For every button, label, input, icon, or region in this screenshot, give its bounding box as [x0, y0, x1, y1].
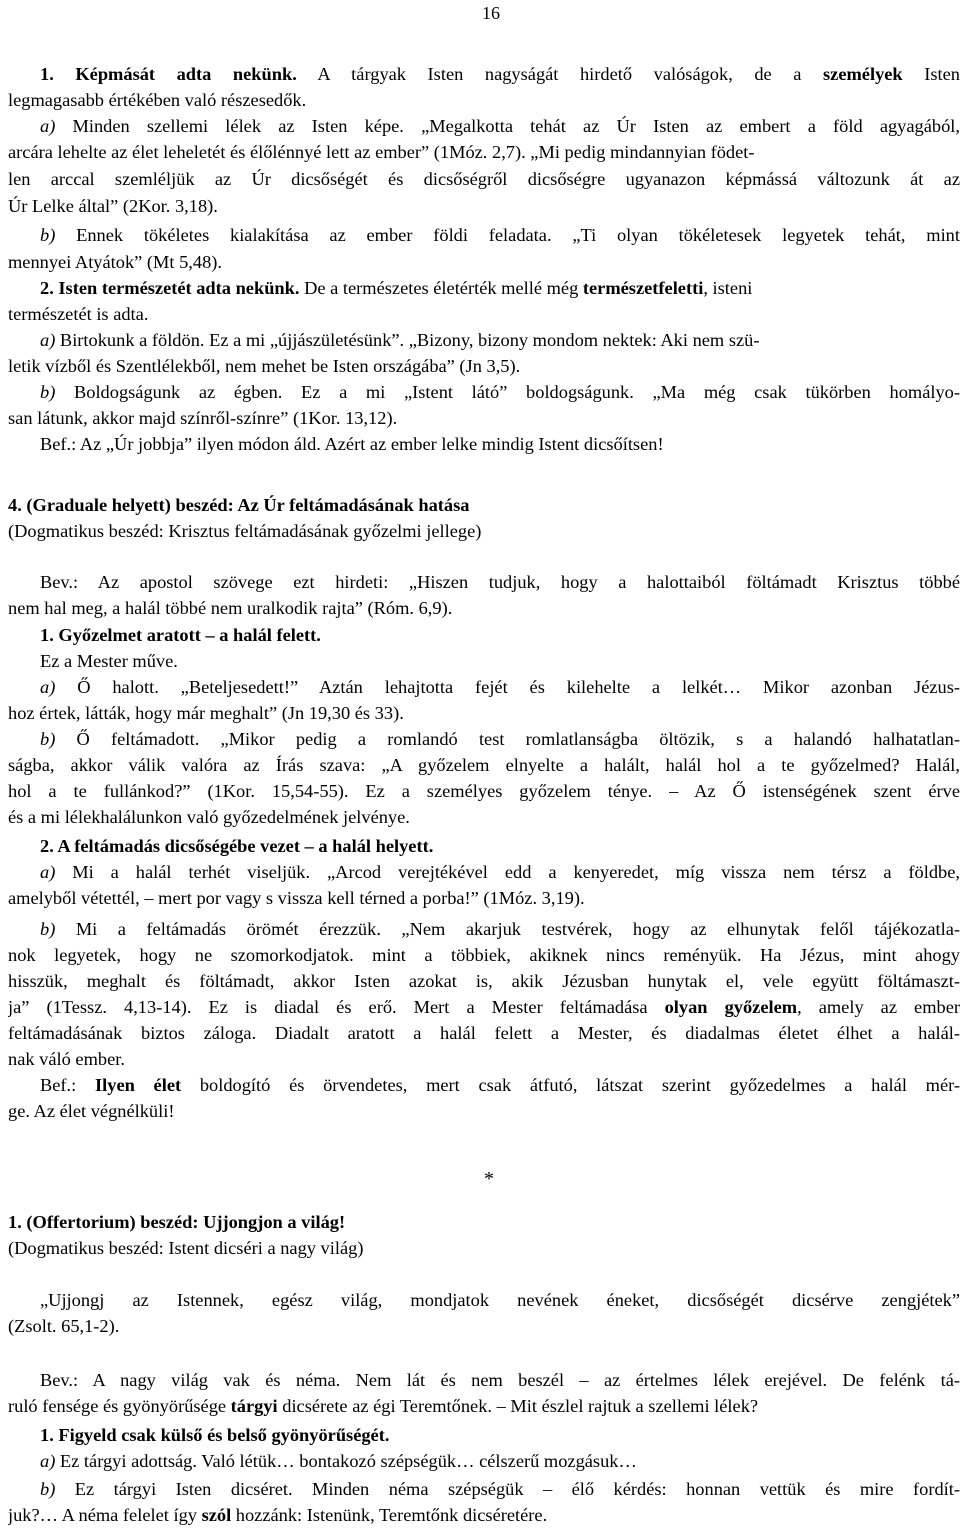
text-line: ságba, akkor válik valóra az Írás szava: „A győzelem elnyelte a halált, halál hol a te győzelmed? Halál,	[8, 755, 960, 775]
text-line: a) Minden szellemi lélek az Isten képe. „Megalkotta tehát az Úr Isten az embert a föld agyagából,	[40, 116, 960, 136]
text-line: ruló fensége és gyönyörűsége tárgyi dicsérete az égi Teremtőnek. – Mit észlel rajtuk a szellemi lélek?	[8, 1396, 759, 1416]
text-line: amelyből vétettél, – mert por vagy s vissza kell térned a porba!” (1Móz. 3,19).	[8, 888, 585, 908]
text-line: 2. A feltámadás dicsőségébe vezet – a halál helyett.	[40, 836, 434, 856]
text-line: b) Boldogságunk az égben. Ez a mi „Istent látó” boldogságunk. „Ma még csak tükörben homályo-	[40, 382, 960, 402]
text-line: Úr Lelke által” (2Kor. 3,18).	[8, 196, 218, 216]
section-separator: *	[484, 1168, 494, 1190]
page-number: 16	[482, 3, 500, 23]
text-line: letik vízből és Szentlélekből, nem mehet be Isten országába” (Jn 3,5).	[8, 356, 521, 376]
text-line: és a mi lélekhalálunkon való győzedelmének jelvénye.	[8, 807, 410, 827]
text-line: 1. Győzelmet aratott – a halál felett.	[40, 625, 321, 645]
text-line: 4. (Graduale helyett) beszéd: Az Úr feltámadásának hatása	[8, 495, 470, 515]
text-line: hoz értek, látták, hogy már meghalt” (Jn 19,30 és 33).	[8, 703, 404, 723]
text-line: (Dogmatikus beszéd: Istent dicséri a nagy világ)	[8, 1238, 364, 1258]
text-line: ge. Az élet végnélküli!	[8, 1101, 175, 1121]
text-line: (Dogmatikus beszéd: Krisztus feltámadásának győzelmi jellege)	[8, 521, 482, 541]
text-line: a) Mi a halál terhét viseljük. „Arcod verejtékével edd a kenyeredet, míg vissza nem térsz a földbe,	[40, 862, 960, 882]
text-line: nok legyetek, hogy ne szomorkodjatok. mint a többiek, akiknek nincs reményük. Ha Jézus, mint ahogy	[8, 945, 960, 965]
text-line: ja” (1Tessz. 4,13-14). Ez is diadal és erő. Mert a Mester feltámadása olyan győzelem, amely az ember	[8, 997, 960, 1017]
text-line: „Ujjongj az Istennek, egész világ, mondjatok nevének éneket, dicsőségét dicsérve zengjétek”	[40, 1290, 960, 1310]
text-line: természetét is adta.	[8, 304, 149, 324]
text-line: nak váló ember.	[8, 1049, 125, 1069]
text-line: b) Mi a feltámadás örömét érezzük. „Nem akarjuk testvérek, hogy az elhunytak felől tájékozatla-	[40, 919, 960, 939]
text-line: san látunk, akkor majd színről-színre” (1Kor. 13,12).	[8, 408, 398, 428]
text-line: hisszük, meghalt és föltámadt, akkor Isten azokat is, akik Jézusban hunytak el, vele együtt föltámaszt-	[8, 971, 960, 991]
text-line: a) Ez tárgyi adottság. Való létük… bontakozó szépségük… célszerű mozgásuk…	[40, 1451, 637, 1471]
text-line: 1. Képmását adta nekünk. A tárgyak Isten nagyságát hirdető valóságok, de a személyek Isten	[40, 64, 960, 84]
text-line: 1. Figyeld csak külső és belső gyönyörűségét.	[40, 1425, 390, 1445]
text-line: feltámadásának biztos záloga. Diadalt aratott a halál felett a Mester, és diadalmas életet élhet a halál-	[8, 1023, 960, 1043]
text-line: mennyei Atyátok” (Mt 5,48).	[8, 252, 223, 272]
text-line: Bef.: Ilyen élet boldogító és örvendetes, mert csak átfutó, látszat szerint győzedelmes a halál mér-	[40, 1075, 960, 1095]
text-line: 1. (Offertorium) beszéd: Ujjongjon a világ!	[8, 1212, 346, 1232]
text-line: juk?… A néma felelet így szól hozzánk: Istenünk, Teremtőnk dicséretére.	[8, 1505, 548, 1525]
text-line: legmagasabb értékében való részesedők.	[8, 90, 307, 110]
text-line: b) Ez tárgyi Isten dicséret. Minden néma szépségük – élő kérdés: honnan vettük és mire fordít-	[40, 1479, 960, 1499]
text-line: a) Ő halott. „Beteljesedett!” Aztán lehajtotta fejét és kilehelte a lelkét… Mikor azonban Jézus-	[40, 677, 960, 697]
text-line: Bev.: A nagy világ vak és néma. Nem lát és nem beszél – az értelmes lélek erejével. De felénk tá-	[40, 1370, 960, 1390]
text-line: Bev.: Az apostol szövege ezt hirdeti: „Hiszen tudjuk, hogy a halottaiból föltámadt Krisztus többé	[40, 572, 960, 592]
text-line: Bef.: Az „Úr jobbja” ilyen módon áld. Azért az ember lelke mindig Istent dicsőítsen!	[40, 434, 664, 454]
text-line: arcára lehelte az élet leheletét és élőlénnyé lett az ember” (1Móz. 2,7). „Mi pedig mindannyian födet-	[8, 142, 755, 162]
text-line: a) Birtokunk a földön. Ez a mi „újjászületésünk”. „Bizony, bizony mondom nektek: Aki nem szü-	[40, 330, 760, 350]
document-page	[8, 0, 960, 1539]
text-line: b) Ő feltámadott. „Mikor pedig a romlandó test romlatlanságba öltözik, s a halandó halhatatlan-	[40, 729, 960, 749]
text-line: b) Ennek tökéletes kialakítása az ember földi feladata. „Ti olyan tökéletesek legyetek tehát, mint	[40, 225, 960, 245]
text-line: hol a te fullánkod?” (1Kor. 15,54-55). Ez a személyes győzelem ténye. – Az Ő istenségének szent érve	[8, 781, 960, 801]
text-line: nem hal meg, a halál többé nem uralkodik rajta” (Róm. 6,9).	[8, 598, 453, 618]
text-line: len arccal szemléljük az Úr dicsőségét és dicsőségről dicsőségre ugyanazon képmássá változunk át az	[8, 169, 960, 189]
text-line: Ez a Mester műve.	[40, 651, 178, 671]
text-line: (Zsolt. 65,1-2).	[8, 1316, 120, 1336]
text-line: 2. Isten természetét adta nekünk. De a természetes életérték mellé még természetfeletti, isteni	[40, 278, 753, 298]
